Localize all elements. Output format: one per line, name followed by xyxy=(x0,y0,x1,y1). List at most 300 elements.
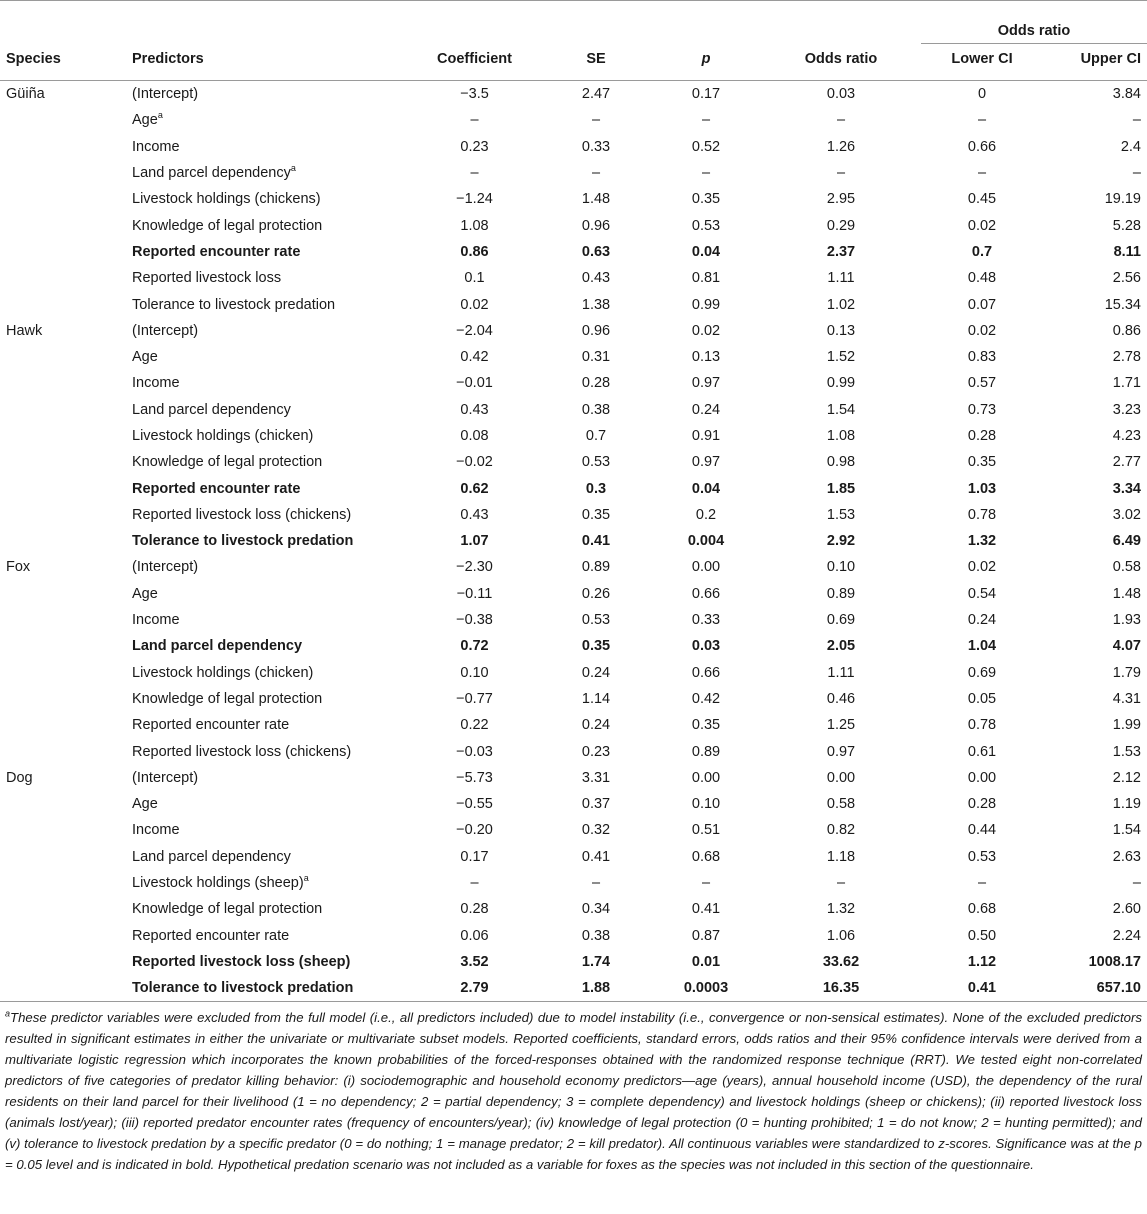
cell-coefficient: −3.5 xyxy=(460,86,489,103)
cell-species xyxy=(0,633,126,659)
cell-lower-ci: 0.24 xyxy=(967,612,997,629)
table-row xyxy=(0,502,1147,528)
predictor-label: Reported livestock loss (chickens) xyxy=(132,743,352,760)
cell-upper-ci: 657.10 xyxy=(1096,980,1141,997)
cell-p: 0.42 xyxy=(691,690,721,707)
cell-upper-ci: 4.23 xyxy=(1112,428,1141,444)
cell-p: 0.51 xyxy=(691,822,721,839)
cell-predictor xyxy=(126,765,408,791)
predictor-label: Age xyxy=(132,585,158,602)
cell-species xyxy=(0,660,126,686)
cell-species: Fox xyxy=(6,559,31,576)
predictor-label: Livestock holdings (chicken) xyxy=(132,664,314,681)
predictor-label: Reported livestock loss (sheep) xyxy=(132,953,351,970)
cell-lower-ci: 0.45 xyxy=(967,191,997,208)
cell-se: 0.53 xyxy=(581,612,611,629)
table-row xyxy=(0,370,1147,396)
cell-se: 0.96 xyxy=(581,322,611,339)
cell-upper-ci: 2.60 xyxy=(1112,901,1141,918)
cell-odds-ratio: 0.10 xyxy=(826,559,856,576)
cell-coefficient: 0.23 xyxy=(460,138,489,155)
cell-odds-ratio: 1.25 xyxy=(826,717,856,734)
cell-lower-ci: 1.12 xyxy=(967,953,997,970)
table-row xyxy=(0,528,1147,554)
cell-upper-ci: – xyxy=(1132,112,1141,129)
cell-p: 0.99 xyxy=(691,296,721,313)
cell-odds-ratio: 0.29 xyxy=(826,217,856,234)
cell-coefficient: −5.73 xyxy=(456,769,493,786)
cell-odds-ratio: 1.11 xyxy=(827,664,855,681)
cell-coefficient: −0.38 xyxy=(456,612,493,629)
predictor-label: Age xyxy=(132,349,158,366)
cell-lower-ci: – xyxy=(977,165,987,182)
cell-odds-ratio: 1.18 xyxy=(826,848,856,865)
cell-se: – xyxy=(591,112,601,129)
cell-coefficient: 0.72 xyxy=(460,638,489,655)
cell-predictor xyxy=(126,318,408,344)
cell-lower-ci: 0.61 xyxy=(967,743,997,760)
cell-odds-ratio: 1.26 xyxy=(826,138,856,155)
cell-p: – xyxy=(701,875,711,892)
table-row xyxy=(0,475,1147,501)
cell-predictor xyxy=(126,528,408,554)
cell-species xyxy=(0,817,126,843)
predictor-label: Reported livestock loss (chickens) xyxy=(132,506,352,523)
cell-lower-ci: 0.78 xyxy=(967,717,997,734)
cell-se: 0.24 xyxy=(581,664,611,681)
cell-lower-ci: 0.50 xyxy=(967,927,997,944)
cell-lower-ci: 0.02 xyxy=(967,217,997,234)
cell-p: – xyxy=(701,112,711,129)
cell-odds-ratio: 16.35 xyxy=(822,980,860,997)
cell-upper-ci: 3.84 xyxy=(1112,86,1141,103)
table-row xyxy=(0,817,1147,843)
cell-predictor xyxy=(126,738,408,764)
predictor-label: (Intercept) xyxy=(132,559,199,576)
cell-upper-ci: – xyxy=(1132,875,1141,892)
cell-p: 0.35 xyxy=(691,191,721,208)
cell-lower-ci: 0.05 xyxy=(967,690,997,707)
predictor-label: Knowledge of legal protection xyxy=(132,690,323,707)
cell-se: 1.38 xyxy=(581,296,611,313)
table-row xyxy=(0,344,1147,370)
cell-p: 0.68 xyxy=(691,848,721,865)
predictor-label: Age xyxy=(132,112,158,129)
cell-se: 0.28 xyxy=(581,375,611,392)
cell-p: 0.04 xyxy=(691,480,721,497)
cell-species xyxy=(0,423,126,449)
cell-coefficient: 0.02 xyxy=(460,296,489,313)
cell-lower-ci: 0.78 xyxy=(967,506,997,523)
cell-predictor xyxy=(126,817,408,843)
cell-upper-ci: 2.63 xyxy=(1112,848,1141,865)
table-row xyxy=(0,765,1147,791)
cell-predictor xyxy=(126,791,408,817)
cell-se: 0.53 xyxy=(581,454,611,471)
cell-se: 3.31 xyxy=(581,769,611,786)
cell-p: 0.03 xyxy=(691,638,721,655)
cell-lower-ci: 0.57 xyxy=(967,375,997,392)
cell-upper-ci: 4.31 xyxy=(1112,690,1141,707)
table-row xyxy=(0,949,1147,975)
cell-odds-ratio: 0.58 xyxy=(826,796,856,813)
cell-predictor xyxy=(126,923,408,949)
cell-coefficient: −0.02 xyxy=(456,454,493,471)
cell-odds-ratio: – xyxy=(836,112,846,129)
cell-se: 0.31 xyxy=(581,349,611,366)
table-footnote xyxy=(0,1002,1147,1175)
cell-p: 0.10 xyxy=(691,796,721,813)
cell-species xyxy=(0,134,126,160)
cell-lower-ci: 0.28 xyxy=(967,796,997,813)
cell-coefficient: −0.20 xyxy=(456,822,493,839)
table-row xyxy=(0,633,1147,659)
cell-lower-ci: 0.68 xyxy=(967,901,997,918)
cell-lower-ci: 0.07 xyxy=(967,296,997,313)
cell-predictor xyxy=(126,475,408,501)
cell-coefficient: – xyxy=(470,165,479,182)
cell-p: 0.66 xyxy=(691,585,721,602)
cell-p: 0.004 xyxy=(687,533,725,550)
cell-species xyxy=(0,712,126,738)
predictor-label: Tolerance to livestock predation xyxy=(132,533,354,550)
predictor-label: Age xyxy=(132,796,158,813)
cell-coefficient: −0.77 xyxy=(456,690,493,707)
cell-se: – xyxy=(591,875,601,892)
cell-odds-ratio: 1.02 xyxy=(826,296,856,313)
cell-species xyxy=(0,870,126,896)
cell-coefficient: −1.24 xyxy=(456,191,493,208)
cell-predictor xyxy=(126,291,408,317)
cell-odds-ratio: 1.08 xyxy=(826,428,856,444)
cell-species xyxy=(0,844,126,870)
predictor-label: Land parcel dependency xyxy=(132,638,303,655)
cell-odds-ratio: 1.52 xyxy=(826,349,856,366)
cell-predictor xyxy=(126,502,408,528)
cell-upper-ci: 3.02 xyxy=(1112,506,1141,523)
cell-odds-ratio: 2.37 xyxy=(826,243,856,260)
cell-odds-ratio: 0.03 xyxy=(826,86,856,103)
cell-p: 0.66 xyxy=(691,664,721,681)
cell-upper-ci: 1.79 xyxy=(1112,664,1141,681)
cell-se: 0.32 xyxy=(581,822,611,839)
table-row xyxy=(0,81,1147,108)
cell-p: 0.01 xyxy=(691,953,721,970)
table-row xyxy=(0,896,1147,922)
col-header-upper-ci: Upper CI xyxy=(1043,44,1147,81)
cell-predictor xyxy=(126,239,408,265)
predictor-label: Income xyxy=(132,612,180,629)
cell-predictor xyxy=(126,949,408,975)
cell-species xyxy=(0,607,126,633)
cell-lower-ci: 0.69 xyxy=(967,664,997,681)
cell-species: Dog xyxy=(6,769,33,786)
cell-coefficient: 0.43 xyxy=(460,506,489,523)
cell-upper-ci: 1.93 xyxy=(1112,612,1141,629)
cell-p: 0.00 xyxy=(691,559,721,576)
cell-lower-ci: 0.28 xyxy=(967,428,997,444)
predictor-label: Livestock holdings (chickens) xyxy=(132,191,321,208)
cell-odds-ratio: 0.00 xyxy=(826,769,856,786)
cell-predictor xyxy=(126,265,408,291)
cell-se: 0.37 xyxy=(581,796,611,813)
cell-species xyxy=(0,239,126,265)
cell-odds-ratio: 1.54 xyxy=(826,401,856,418)
cell-se: 2.47 xyxy=(581,86,611,103)
cell-se: 0.34 xyxy=(581,901,611,918)
cell-p: 0.97 xyxy=(691,454,721,471)
cell-predictor xyxy=(126,870,408,896)
cell-odds-ratio: 0.82 xyxy=(826,822,856,839)
cell-species xyxy=(0,686,126,712)
cell-odds-ratio: 0.69 xyxy=(826,612,856,629)
table-row xyxy=(0,239,1147,265)
cell-lower-ci: 0.00 xyxy=(967,769,997,786)
cell-species xyxy=(0,107,126,133)
cell-lower-ci: 0.66 xyxy=(967,138,997,155)
table-body xyxy=(0,81,1147,1002)
cell-species xyxy=(0,791,126,817)
cell-p: 0.87 xyxy=(691,927,721,944)
cell-odds-ratio: 0.98 xyxy=(826,454,856,471)
cell-upper-ci: 4.07 xyxy=(1112,638,1141,655)
cell-predictor xyxy=(126,107,408,133)
table-row xyxy=(0,738,1147,764)
cell-coefficient: 0.08 xyxy=(460,428,489,444)
cell-species xyxy=(0,370,126,396)
cell-species xyxy=(0,949,126,975)
cell-odds-ratio: 1.11 xyxy=(827,270,855,287)
header-group-row xyxy=(0,1,1147,44)
cell-odds-ratio: 1.06 xyxy=(826,927,856,944)
cell-p: 0.41 xyxy=(691,901,721,918)
cell-se: 0.43 xyxy=(581,270,611,287)
cell-p: 0.24 xyxy=(691,401,721,418)
cell-p: 0.0003 xyxy=(683,980,729,997)
cell-odds-ratio: 1.85 xyxy=(826,480,856,497)
table-row xyxy=(0,607,1147,633)
cell-lower-ci: 0.02 xyxy=(967,559,997,576)
cell-predictor xyxy=(126,423,408,449)
cell-lower-ci: 0.48 xyxy=(967,270,997,287)
predictor-label: Reported encounter rate xyxy=(132,927,290,944)
cell-coefficient: 3.52 xyxy=(460,953,489,970)
cell-coefficient: – xyxy=(470,112,479,129)
cell-odds-ratio: 0.89 xyxy=(826,585,856,602)
cell-odds-ratio: 0.13 xyxy=(826,322,856,339)
cell-species xyxy=(0,896,126,922)
table-row xyxy=(0,186,1147,212)
cell-odds-ratio: 0.99 xyxy=(826,375,856,392)
cell-predictor xyxy=(126,81,408,108)
cell-species xyxy=(0,397,126,423)
cell-se: 0.3 xyxy=(585,480,607,497)
cell-upper-ci: 0.58 xyxy=(1112,559,1141,576)
table-header xyxy=(0,1,1147,81)
cell-coefficient: 0.22 xyxy=(460,717,489,734)
cell-upper-ci: 2.56 xyxy=(1112,270,1141,287)
cell-coefficient: −0.11 xyxy=(456,585,493,602)
cell-species xyxy=(0,475,126,501)
predictor-label: Tolerance to livestock predation xyxy=(132,296,336,313)
cell-coefficient: 0.06 xyxy=(460,927,489,944)
cell-coefficient: 0.86 xyxy=(460,243,489,260)
table-row xyxy=(0,660,1147,686)
cell-predictor xyxy=(126,975,408,1001)
cell-lower-ci: 0.73 xyxy=(967,401,997,418)
predictor-label: Land parcel dependency xyxy=(132,165,291,182)
cell-coefficient: 1.08 xyxy=(460,217,489,234)
cell-p: – xyxy=(701,165,711,182)
col-header-odds-ratio: Odds ratio xyxy=(761,44,921,81)
cell-upper-ci: 1.19 xyxy=(1112,796,1141,813)
table-row xyxy=(0,449,1147,475)
cell-odds-ratio: 2.05 xyxy=(826,638,856,655)
cell-predictor xyxy=(126,712,408,738)
predictor-label: (Intercept) xyxy=(132,86,199,103)
col-header-predictors: Predictors xyxy=(126,44,408,81)
cell-predictor xyxy=(126,134,408,160)
cell-lower-ci: – xyxy=(977,875,987,892)
cell-odds-ratio: 33.62 xyxy=(822,953,860,970)
cell-predictor xyxy=(126,212,408,238)
cell-species xyxy=(0,975,126,1001)
table-row xyxy=(0,291,1147,317)
cell-predictor xyxy=(126,397,408,423)
cell-lower-ci: 1.03 xyxy=(967,480,997,497)
table-row xyxy=(0,554,1147,580)
cell-species: Güiña xyxy=(6,86,45,103)
cell-upper-ci: 5.28 xyxy=(1112,217,1141,234)
cell-species xyxy=(0,738,126,764)
cell-se: 0.33 xyxy=(581,138,611,155)
cell-se: 0.35 xyxy=(581,506,611,523)
predictor-label: (Intercept) xyxy=(132,322,199,339)
predictor-label: Income xyxy=(132,138,180,155)
cell-se: 0.24 xyxy=(581,717,611,734)
cell-predictor xyxy=(126,344,408,370)
cell-lower-ci: – xyxy=(977,112,987,129)
predictor-label: (Intercept) xyxy=(132,769,199,786)
cell-upper-ci: 2.77 xyxy=(1112,454,1141,471)
table-row xyxy=(0,423,1147,449)
predictor-label: Reported encounter rate xyxy=(132,480,301,497)
col-header-se: SE xyxy=(541,44,651,81)
table-row xyxy=(0,581,1147,607)
cell-species xyxy=(0,265,126,291)
predictor-label: Income xyxy=(132,375,180,392)
cell-lower-ci: 0.54 xyxy=(967,585,997,602)
table-row xyxy=(0,686,1147,712)
cell-predictor xyxy=(126,449,408,475)
cell-odds-ratio: 0.46 xyxy=(826,690,856,707)
cell-odds-ratio: – xyxy=(836,165,846,182)
table-row xyxy=(0,870,1147,896)
cell-predictor xyxy=(126,186,408,212)
table-row xyxy=(0,975,1147,1001)
cell-coefficient: −2.04 xyxy=(456,322,493,339)
cell-se: 1.88 xyxy=(581,980,611,997)
cell-upper-ci: 19.19 xyxy=(1104,191,1141,208)
cell-coefficient: −0.01 xyxy=(456,375,493,392)
predictor-label: Income xyxy=(132,822,180,839)
cell-coefficient: 2.79 xyxy=(460,980,489,997)
predictor-label: Knowledge of legal protection xyxy=(132,217,323,234)
cell-coefficient: 0.17 xyxy=(460,848,489,865)
cell-upper-ci: 1.99 xyxy=(1112,717,1141,734)
cell-upper-ci: 0.86 xyxy=(1112,322,1141,339)
cell-coefficient: −2.30 xyxy=(456,559,493,576)
cell-predictor xyxy=(126,607,408,633)
cell-lower-ci: 1.32 xyxy=(967,533,997,550)
cell-se: – xyxy=(591,165,601,182)
cell-se: 0.38 xyxy=(581,401,611,418)
cell-p: 0.35 xyxy=(691,717,721,734)
cell-predictor xyxy=(126,160,408,186)
cell-coefficient: 0.62 xyxy=(460,480,489,497)
cell-predictor xyxy=(126,896,408,922)
cell-coefficient: 0.42 xyxy=(460,349,489,366)
col-header-p: p xyxy=(651,44,761,81)
odds-ratio-group-header: Odds ratio xyxy=(921,1,1147,44)
cell-upper-ci: 1.71 xyxy=(1112,375,1141,392)
cell-odds-ratio: 0.97 xyxy=(826,743,856,760)
cell-upper-ci: 2.24 xyxy=(1112,927,1141,944)
cell-lower-ci: 0.44 xyxy=(967,822,997,839)
cell-coefficient: 0.43 xyxy=(460,401,489,418)
cell-odds-ratio: – xyxy=(836,875,846,892)
cell-predictor xyxy=(126,633,408,659)
col-header-lower-ci: Lower CI xyxy=(921,44,1043,81)
cell-upper-ci: 1.53 xyxy=(1112,743,1141,760)
cell-upper-ci: 1.48 xyxy=(1112,585,1141,602)
cell-lower-ci: 0 xyxy=(977,86,987,103)
table-row xyxy=(0,791,1147,817)
cell-odds-ratio: 1.53 xyxy=(826,506,856,523)
cell-species xyxy=(0,528,126,554)
cell-lower-ci: 0.7 xyxy=(971,243,993,260)
predictor-label: Tolerance to livestock predation xyxy=(132,980,354,997)
predictor-label: Reported encounter rate xyxy=(132,243,301,260)
cell-p: 0.13 xyxy=(691,349,721,366)
cell-coefficient: – xyxy=(470,875,479,892)
cell-upper-ci: 6.49 xyxy=(1112,533,1141,550)
cell-p: 0.81 xyxy=(691,270,721,287)
cell-lower-ci: 0.83 xyxy=(967,349,997,366)
cell-p: 0.02 xyxy=(691,322,721,339)
table-row xyxy=(0,923,1147,949)
table-row xyxy=(0,318,1147,344)
cell-se: 0.41 xyxy=(581,533,611,550)
cell-p: 0.33 xyxy=(691,612,721,629)
cell-lower-ci: 0.02 xyxy=(967,322,997,339)
table-row xyxy=(0,397,1147,423)
cell-predictor xyxy=(126,660,408,686)
cell-p: 0.17 xyxy=(691,86,721,103)
cell-p: 0.2 xyxy=(695,506,717,523)
cell-se: 0.63 xyxy=(581,243,611,260)
cell-predictor xyxy=(126,844,408,870)
cell-upper-ci: 2.12 xyxy=(1112,769,1141,786)
cell-p: 0.00 xyxy=(691,769,721,786)
cell-p: 0.53 xyxy=(691,217,721,234)
excluded-footnote-marker: a xyxy=(303,873,309,884)
table-row xyxy=(0,107,1147,133)
cell-species xyxy=(0,212,126,238)
table-row xyxy=(0,134,1147,160)
cell-se: 0.35 xyxy=(581,638,611,655)
cell-species xyxy=(0,449,126,475)
